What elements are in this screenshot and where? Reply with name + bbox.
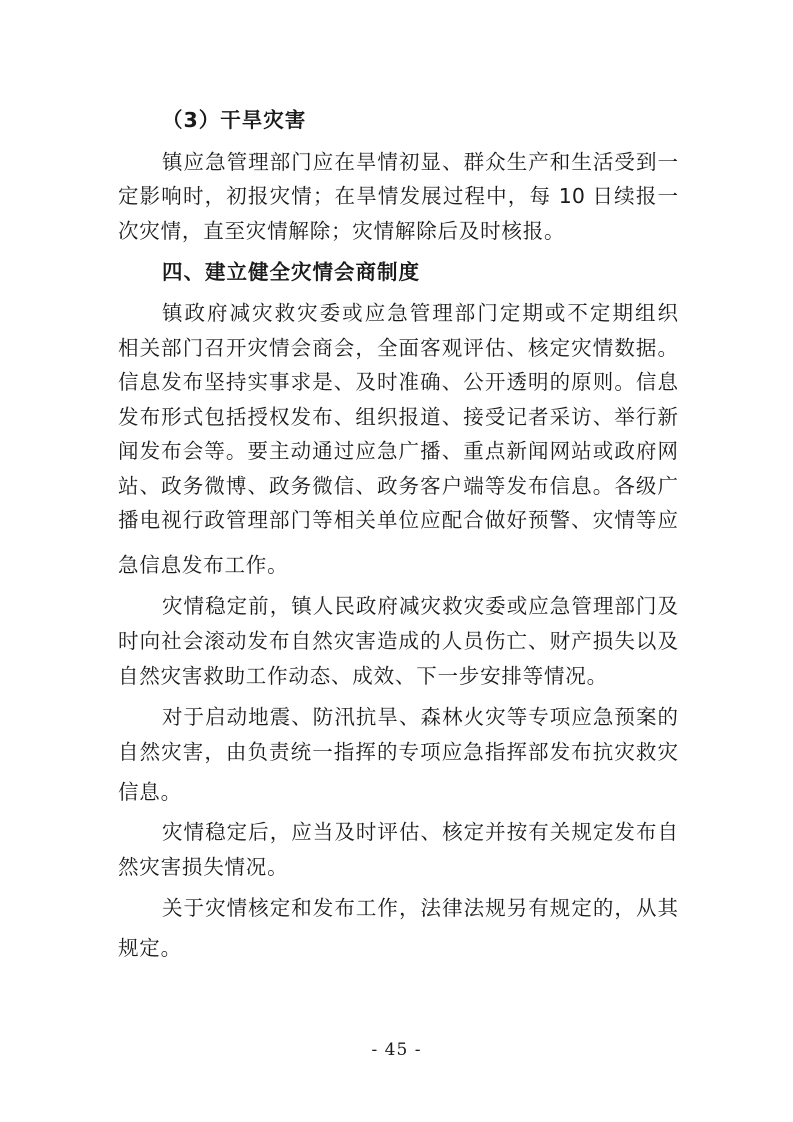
- paragraph-consult-line-5: 闻发布会等。要主动通过应急广播、重点新闻网站或政府网: [118, 439, 678, 463]
- paragraph-consult-line-1: 镇政府减灾救灾委或应急管理部门定期或不定期组织: [162, 301, 678, 325]
- paragraph-consult-line-4: 发布形式包括授权发布、组织报道、接受记者采访、举行新: [118, 405, 678, 429]
- paragraph-law-line-1: 关于灾情核定和发布工作，法律法规另有规定的，从其: [162, 896, 678, 920]
- paragraph-drought-line-3: 次灾情，直至灾情解除；灾情解除后及时核报。: [118, 219, 566, 243]
- page-number: - 45 -: [371, 1040, 422, 1060]
- section-heading-four: 四、建立健全灾情会商制度: [162, 260, 420, 284]
- section-heading-drought: （3）干旱灾害: [162, 108, 307, 132]
- paragraph-special-plan-line-2: 自然灾害，由负责统一指挥的专项应急指挥部发布抗灾救灾: [118, 740, 678, 764]
- paragraph-consult-line-2: 相关部门召开灾情会商会，全面客观评估、核定灾情数据。: [118, 336, 678, 360]
- paragraph-consult-line-8: 急信息发布工作。: [118, 553, 289, 577]
- paragraph-consult-line-7: 播电视行政管理部门等相关单位应配合做好预警、灾情等应: [118, 508, 678, 532]
- paragraph-before-stable-line-2: 时向社会滚动发布自然灾害造成的人员伤亡、财产损失以及: [118, 629, 678, 653]
- paragraph-special-plan-line-1: 对于启动地震、防汛抗旱、森林火灾等专项应急预案的: [162, 705, 678, 729]
- paragraph-after-stable-line-1: 灾情稳定后，应当及时评估、核定并按有关规定发布自: [162, 820, 678, 844]
- paragraph-after-stable-line-2: 然灾害损失情况。: [118, 855, 289, 879]
- paragraph-before-stable-line-1: 灾情稳定前，镇人民政府减灾救灾委或应急管理部门及: [162, 594, 678, 618]
- paragraph-special-plan-line-3: 信息。: [118, 780, 182, 804]
- paragraph-consult-line-3: 信息发布坚持实事求是、及时准确、公开透明的原则。信息: [118, 370, 678, 394]
- paragraph-before-stable-line-3: 自然灾害救助工作动态、成效、下一步安排等情况。: [118, 664, 608, 688]
- paragraph-consult-line-6: 站、政务微博、政务微信、政务客户端等发布信息。各级广: [118, 474, 678, 498]
- paragraph-drought-line-2: 定影响时，初报灾情；在旱情发展过程中，每 10 日续报一: [118, 184, 678, 208]
- paragraph-law-line-2: 规定。: [118, 936, 182, 960]
- paragraph-drought-line-1: 镇应急管理部门应在旱情初显、群众生产和生活受到一: [162, 150, 678, 174]
